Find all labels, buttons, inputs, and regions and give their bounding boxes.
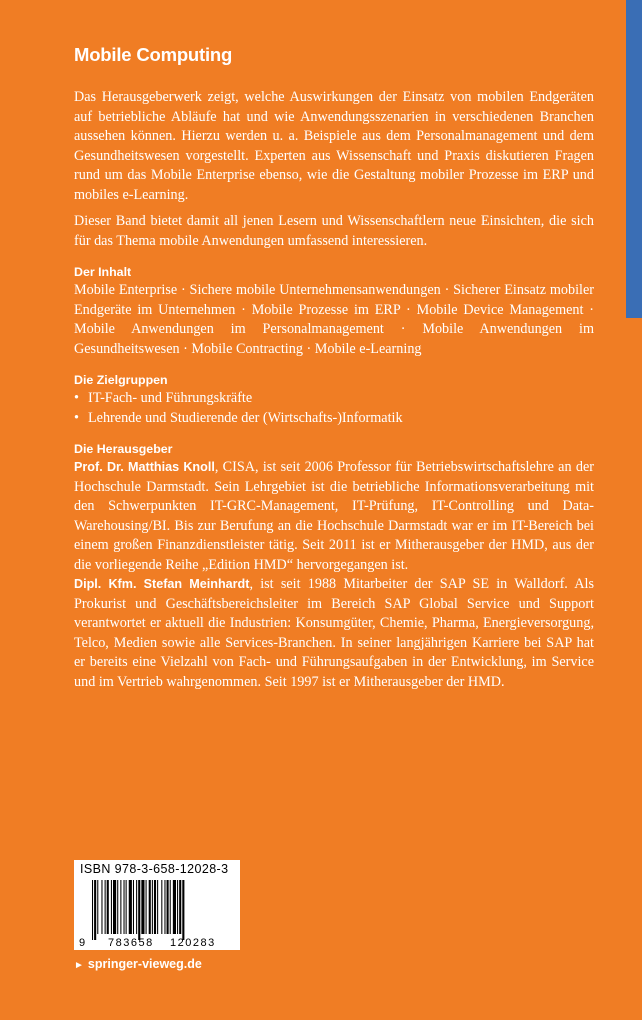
barcode-bar xyxy=(141,880,144,934)
publisher-link[interactable] xyxy=(74,957,202,971)
editor-bio-meinhardt xyxy=(74,575,594,692)
barcode-bar xyxy=(182,880,184,940)
section-heading-zielgruppen: Die Zielgruppen xyxy=(74,373,168,387)
barcode-bar xyxy=(179,880,181,934)
barcode-bar xyxy=(146,880,147,934)
list-item-text: IT-Fach- und Führungskräfte xyxy=(88,390,253,406)
barcode-bar xyxy=(124,880,125,934)
barcode-bar xyxy=(157,880,158,934)
barcode-bar xyxy=(164,880,165,934)
barcode-bar xyxy=(126,880,127,934)
back-cover-content xyxy=(74,44,594,692)
section-heading-herausgeber: Die Herausgeber xyxy=(74,442,173,456)
list-item xyxy=(74,389,594,409)
barcode-bar xyxy=(152,880,153,934)
barcode-bar xyxy=(105,880,106,934)
barcode-bar xyxy=(154,880,156,934)
list-item-text: Lehrende und Studierende der (Wirtschafts-)Informatik xyxy=(88,409,403,426)
barcode-digit-first: 9 xyxy=(79,937,86,948)
barcode-bar xyxy=(136,880,137,934)
barcode-bar xyxy=(97,880,98,934)
barcode-graphic xyxy=(78,880,236,948)
barcode-bar xyxy=(161,880,162,934)
editor-text: , ist seit 1988 Mitarbeiter der SAP SE in Walldorf. Als Prokurist und Geschäftsbereichsleiter im Bereich SAP Global Service und Support verantwortet er aktuell die Industrien: Konsumgüter, Chemie, Pharma, Energieversorgung, Telco, Medien sowie alle Services-Branchen. In seiner langjährigen Karriere bei SAP hat er bereits eine Vielzahl von Fach- und Führungsaufgaben in der Entwicklung, im Service und im Vertrieb wahrgenommen. Seit 1997 ist er Mitherausgeber der HMD. xyxy=(74,576,594,690)
barcode-bar xyxy=(170,880,171,934)
arrow-right-icon: ► xyxy=(74,960,84,971)
barcode-bar xyxy=(149,880,151,934)
inhalt-text: Mobile Enterprise · Sichere mobile Unternehmensanwendungen · Sicherer Einsatz mobiler Endgeräte im Unternehmen · Mobile Prozesse im ERP · Mobile Device Management · Mobile Anwendungen im Personalmanagement · Mobile Anwendungen im Gesundheitswesen · Mobile Contracting · Mobile e-Learning xyxy=(74,282,594,357)
barcode-bar xyxy=(177,880,178,934)
barcode-digits-left: 783658 xyxy=(108,937,154,948)
barcode-bar xyxy=(94,880,96,940)
intro-paragraph-2: Dieser Band bietet damit all jenen Lesern und Wissenschaftlern neue Einsichten, die sich für das Thema mobile Anwendungen umfassend interessieren. xyxy=(74,213,594,249)
barcode-bar xyxy=(167,880,169,934)
book-title: Mobile Computing xyxy=(74,44,233,65)
barcode-bar xyxy=(138,880,140,940)
barcode-bar xyxy=(120,880,121,934)
barcode-bar xyxy=(117,880,118,934)
barcode-bar xyxy=(92,880,93,940)
isbn-label: ISBN 978-3-658-12028-3 xyxy=(80,862,229,876)
editor-name: Dipl. Kfm. Stefan Meinhardt xyxy=(74,577,250,591)
spine-accent-strip xyxy=(626,0,642,318)
publisher-url: springer-vieweg.de xyxy=(87,957,202,971)
section-heading-inhalt: Der Inhalt xyxy=(74,265,132,279)
zielgruppen-list xyxy=(74,389,594,428)
bullet-icon: • xyxy=(74,390,79,406)
barcode-bar xyxy=(111,880,112,934)
barcode-bar xyxy=(133,880,134,934)
editor-text: , CISA, ist seit 2006 Professor für Betriebswirtschaftslehre an der Hochschule Darmstadt. Sein Lehrgebiet ist die betriebliche Informationsverarbeitung mit den Schwerpunkten IT-GRC-Management, IT-Prüfung, IT-Controlling und Data-Warehousing/BI. Bis zur Berufung an die Hochschule Darmstadt war er im IT-Bereich bei einem großen Finanzdienstleister tätig. Seit 2011 ist er Mitherausgeber der HMD, aus der die vorliegende Reihe „Edition HMD“ hervorgegangen ist. xyxy=(74,459,594,573)
editor-bio-knoll xyxy=(74,458,594,575)
barcode-digits-right: 120283 xyxy=(170,937,216,948)
bullet-icon: • xyxy=(74,409,79,426)
barcode-bar xyxy=(107,880,109,934)
intro-paragraph-1: Das Herausgeberwerk zeigt, welche Auswirkungen der Einsatz von mobilen Endgeräten auf betriebliche Abläufe hat und wie Anwendungsszenarien in verschiedenen Branchen aussehen können. Hierzu werden u. a. Beispiele aus dem Personalmanagement und dem Gesundheitswesen vorgestellt. Experten aus Wissenschaft und Praxis diskutieren Fragen rund um das Mobile Enterprise ebenso, wie die Gestaltung mobiler Prozesse im ERP und mobiles e-Learning. xyxy=(74,89,594,203)
barcode-bar xyxy=(129,880,132,934)
editor-name: Prof. Dr. Matthias Knoll xyxy=(74,460,215,474)
isbn-barcode-box xyxy=(74,860,240,950)
barcode-bar xyxy=(101,880,102,934)
barcode-bar xyxy=(113,880,116,934)
barcode-bar xyxy=(173,880,176,934)
list-item xyxy=(74,409,594,429)
barcode-bars xyxy=(92,880,184,940)
